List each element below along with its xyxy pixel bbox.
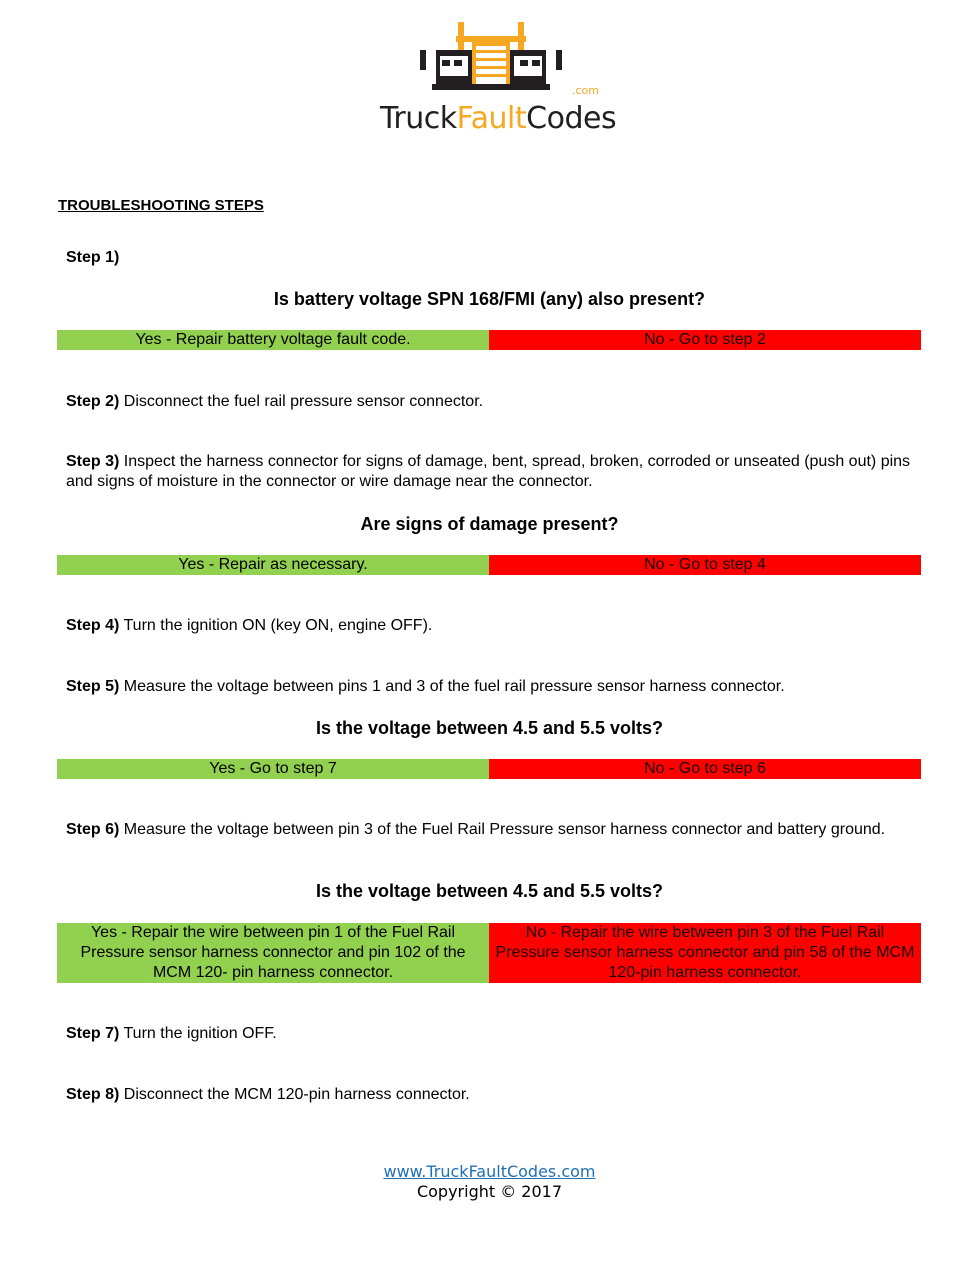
answer-row-3 [57, 759, 921, 779]
answer-row-4 [57, 923, 921, 983]
step-3 [66, 452, 916, 492]
step-label: Step 6) [66, 821, 120, 838]
question-4: Is the voltage between 4.5 and 5.5 volts? [315, 881, 664, 901]
copyright-text: Copyright © 2017 [416, 1182, 563, 1201]
question-1: Is battery voltage SPN 168/FMI (any) also present? [273, 289, 706, 309]
step-4 [66, 616, 916, 636]
step-2 [66, 392, 916, 412]
step-text: Measure the voltage between pin 3 of the Fuel Rail Pressure sensor harness connector and battery ground. [119, 821, 886, 838]
step-text: Measure the voltage between pins 1 and 3 of the fuel rail pressure sensor harness connector. [119, 678, 785, 695]
step-5 [66, 677, 916, 697]
logo [380, 20, 617, 136]
answer-yes: Yes - Repair battery voltage fault code. [57, 330, 489, 350]
question-2: Are signs of damage present? [360, 514, 619, 534]
step-7 [66, 1024, 916, 1044]
step-label: Step 5) [66, 678, 120, 695]
answer-no: No - Go to step 2 [489, 330, 921, 350]
answer-no: No - Go to step 6 [489, 759, 921, 779]
section-title: TROUBLESHOOTING STEPS [58, 197, 264, 214]
step-label: Step 3) [66, 453, 120, 470]
step-text: Inspect the harness connector for signs of damage, bent, spread, broken, corroded or unseated (push out) pins and signs of moisture in the connector or wire damage near the connector. [66, 453, 911, 490]
logo-text-truck: Truck [380, 101, 457, 136]
step-text: Turn the ignition OFF. [119, 1025, 277, 1042]
question-3: Is the voltage between 4.5 and 5.5 volts? [315, 718, 664, 738]
step-label: Step 8) [66, 1086, 120, 1103]
answer-yes: Yes - Repair as necessary. [57, 555, 489, 575]
truck-icon [416, 20, 566, 92]
website-link[interactable]: www.TruckFaultCodes.com [383, 1162, 596, 1181]
step-1 [66, 248, 916, 268]
step-label: Step 4) [66, 617, 120, 634]
logo-text-fault: Fault [456, 101, 527, 136]
step-text: Turn the ignition ON (key ON, engine OFF). [119, 617, 433, 634]
answer-yes: Yes - Repair the wire between pin 1 of the Fuel Rail Pressure sensor harness connector and pin 102 of the MCM 120- pin harness connector. [57, 923, 489, 983]
step-text: Disconnect the fuel rail pressure sensor connector. [119, 393, 484, 410]
step-8 [66, 1085, 916, 1105]
answer-row-1 [57, 330, 921, 350]
answer-row-2 [57, 555, 921, 575]
answer-no: No - Go to step 4 [489, 555, 921, 575]
logo-com-suffix: .com [572, 84, 599, 97]
logo-text-codes: Codes [526, 101, 617, 136]
answer-no: No - Repair the wire between pin 3 of the Fuel Rail Pressure sensor harness connector and pin 58 of the MCM 120-pin harness connector. [489, 923, 921, 983]
step-label: Step 2) [66, 393, 120, 410]
logo-wordmark [380, 101, 617, 136]
answer-yes: Yes - Go to step 7 [57, 759, 489, 779]
step-label: Step 7) [66, 1025, 120, 1042]
step-text: Disconnect the MCM 120-pin harness connector. [119, 1086, 470, 1103]
step-label: Step 1) [66, 249, 120, 266]
step-6 [66, 820, 916, 840]
